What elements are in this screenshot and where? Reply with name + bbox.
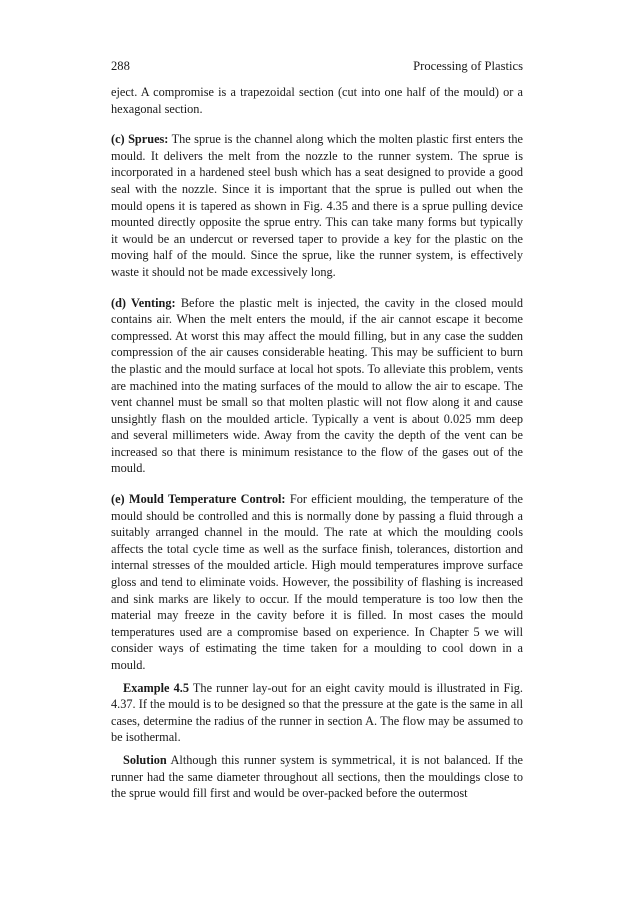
body-sprues: The sprue is the channel along which the molten plastic first enters the mould. It delivers the melt from the nozzle to the runner system. The sprue is incorporated in a hardened steel bush which has a seat designed to provide a good seal with the nozzle. Since it is important that the sprue is pulled out when the mould opens it is tapered as shown in Fig. 4.35 and there is a sprue pulling device mounted directly opposite the sprue entry. This can take many forms but typically it would be an undercut or reversed taper to provide a key for the plastic on the moving half of the mould. Since the sprue, like the runner system, is effectively waste it should not be made excessively long. (111, 132, 523, 279)
book-page (111, 58, 523, 802)
page-number: 288 (111, 59, 130, 73)
paragraph-solution (111, 752, 523, 802)
running-title: Processing of Plastics (413, 59, 523, 73)
heading-venting: (d) Venting: (111, 295, 176, 310)
body-solution: Although this runner system is symmetrical, it is not balanced. If the runner had the same diameter throughout all sections, then the mouldings close to the sprue would fill first and would be over-packed before the outermost (111, 752, 523, 801)
body-example: The runner lay-out for an eight cavity mould is illustrated in Fig. 4.37. If the mould is to be designed so that the pressure at the gate is the same in all cases, determine the radius of the runner in section A. The flow may be assumed to be isothermal. (111, 680, 524, 745)
heading-solution: Solution (123, 752, 167, 767)
body-venting: Before the plastic melt is injected, the cavity in the closed mould contains air. When the melt enters the mould, if the air cannot escape it become compressed. At worst this may affect the mould filling, but in any case the sudden compression of the air causes considerable heating. This may be sufficient to burn the plastic and the mould surface at local hot spots. To alleviate this problem, vents are machined into the mating surfaces of the mould to allow the air to escape. The vent channel must be small so that molten plastic will not flow along it and cause unsightly flash on the moulded article. Typically a vent is about 0.025 mm deep and several millimeters wide. Away from the cavity the depth of the vent can be increased so that there is minimum resistance to the flow of the gases out of the mould. (111, 295, 523, 476)
paragraph-continuation: eject. A compromise is a trapezoidal section (cut into one half of the mould) or a hexagonal section. (111, 85, 523, 116)
heading-example: Example 4.5 (123, 680, 189, 695)
paragraph-mould-temperature (111, 491, 523, 674)
paragraph-sprues (111, 131, 523, 280)
running-head (111, 58, 523, 74)
paragraph-venting (111, 295, 523, 478)
paragraph-example (111, 680, 523, 746)
heading-sprues: (c) Sprues: (111, 132, 169, 147)
body-mould-temperature: For efficient moulding, the temperature of the mould should be controlled and this is normally done by passing a fluid through a suitably arranged channel in the mould. The rate at which the moulding cools affects the total cycle time as well as the surface finish, tolerances, distortion and internal stresses of the moulded article. High mould temperatures improve surface gloss and tend to eliminate voids. However, the possibility of flashing is increased and sink marks are likely to occur. If the mould temperature is too low then the material may freeze in the cavity before it is filled. In most cases the mould temperatures used are a compromise based on experience. In Chapter 5 we will consider ways of estimating the time taken for a moulding to cool down in a mould. (111, 492, 523, 672)
heading-mould-temperature: (e) Mould Temperature Control: (111, 492, 286, 507)
